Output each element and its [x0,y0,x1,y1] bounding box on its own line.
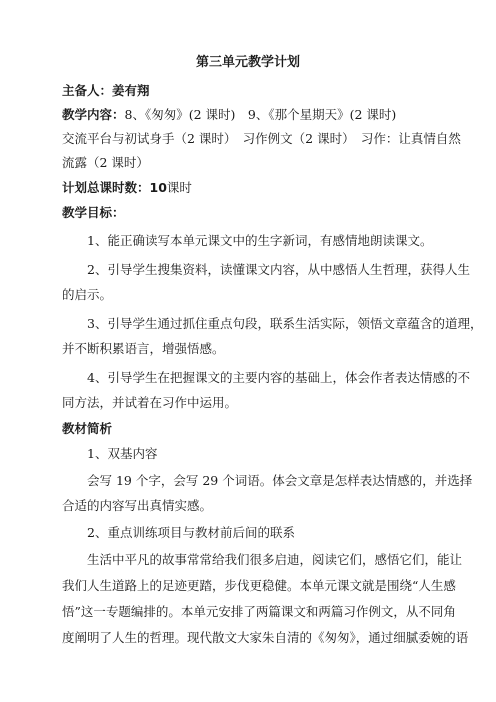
preparer-name: 姜有翔 [112,83,150,98]
goals-heading: 教学目标： [62,205,125,220]
total-hours-unit: 课时 [166,180,192,195]
total-hours-line [62,180,438,196]
total-hours-label: 计划总课时数： [62,180,150,195]
analysis-paragraph-line: 度阐明了人生的哲理。现代散文大家朱自清的《匆匆》，通过细腻委婉的语 [62,630,469,645]
content-line [62,107,438,123]
content-value: 8、《匆匆》(2 课时) 9、《那个星期天》(2 课时) [124,107,397,122]
analysis-paragraph-line: 会写 19 个字，会写 29 个词语。体会文章是怎样表达情感的，并选择 [87,473,473,488]
total-hours-number: 10 [149,180,167,195]
analysis-paragraph-line: 合适的内容写出真情实感。 [62,498,213,513]
analysis-paragraph-line: 生活中平凡的故事常常给我们很多启迪，阅读它们，感悟它们，能让 [87,552,463,567]
analysis-paragraph-line: 悟”这一专题编排的。本单元安排了两篇课文和两篇习作例文，从不同角 [62,604,456,619]
analysis-subheading-1: 1、双基内容 [87,446,158,461]
goal-line: 2、引导学生搜集资料，读懂课文内容，从中感悟人生哲理，获得人生 [87,262,470,277]
goal-line: 的启示。 [62,287,113,302]
preparer-label: 主备人： [62,83,113,98]
goal-line: 同方法，并试着在习作中运用。 [62,395,238,410]
content-line-3: 流露（2 课时） [62,155,149,170]
content-line-2: 交流平台与初试身手（2 课时） 习作例文（2 课时） 习作：让真情自然 [62,131,461,146]
goal-line: 1、能正确读写本单元课文中的生字新词，有感情地朗读课文。 [87,233,433,248]
content-label: 教学内容： [62,107,125,122]
analysis-paragraph-line: 我们人生道路上的足迹更踏，步伐更稳健。本单元课文就是围绕“人生感 [62,578,456,593]
analysis-subheading-2: 2、重点训练项目与教材前后间的联系 [87,525,295,540]
page-title: 第三单元教学计划 [195,55,300,70]
goal-line: 3、引导学生通过抓住重点句段，联系生活实际，领悟文章蕴含的道理， [87,316,483,331]
analysis-heading: 教材简析 [62,421,113,436]
preparer-line [62,83,438,99]
goal-line: 并不断积累语言，增强悟感。 [62,341,225,356]
goal-line: 4、引导学生在把握课文的主要内容的基础上，体会作者表达情感的不 [87,370,470,385]
